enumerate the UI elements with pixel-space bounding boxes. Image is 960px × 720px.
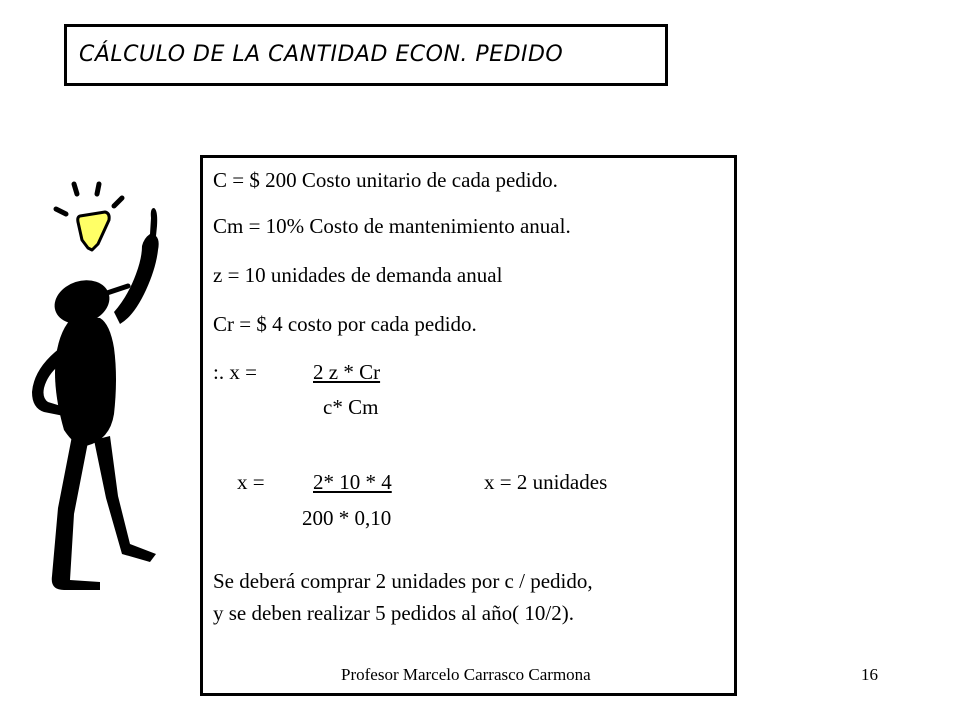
- demand-z-line: z = 10 unidades de demanda anual: [213, 263, 503, 287]
- calc-denominator: 200 * 0,10: [302, 506, 392, 530]
- cost-c-line: C = $ 200 Costo unitario de cada pedido.: [213, 168, 558, 192]
- lightbulb-icon: [78, 212, 109, 250]
- cost-cr-line: Cr = $ 4 costo por cada pedido.: [213, 312, 477, 336]
- conclusion-line-1: Se deberá comprar 2 unidades por c / pedido,: [213, 569, 593, 593]
- cost-cm-line: Cm = 10% Costo de mantenimiento anual.: [213, 214, 571, 238]
- slide-title: CÁLCULO DE LA CANTIDAD ECON. PEDIDO: [79, 42, 564, 67]
- thinking-figure-icon: [30, 178, 190, 598]
- footer-author: Profesor Marcelo Carrasco Carmona: [341, 665, 591, 684]
- page-number: 16: [861, 665, 878, 684]
- calc-numerator: 2* 10 * 4: [313, 470, 392, 494]
- slide-title-box: [64, 24, 668, 86]
- formula-numerator: 2 z * Cr: [313, 360, 381, 384]
- calc-result: x = 2 unidades: [484, 470, 608, 494]
- formula-prefix: :. x =: [213, 360, 257, 384]
- calc-prefix: x =: [237, 470, 265, 494]
- formula-denominator: c* Cm: [323, 395, 379, 419]
- conclusion-line-2: y se deben realizar 5 pedidos al año( 10/2).: [213, 601, 574, 625]
